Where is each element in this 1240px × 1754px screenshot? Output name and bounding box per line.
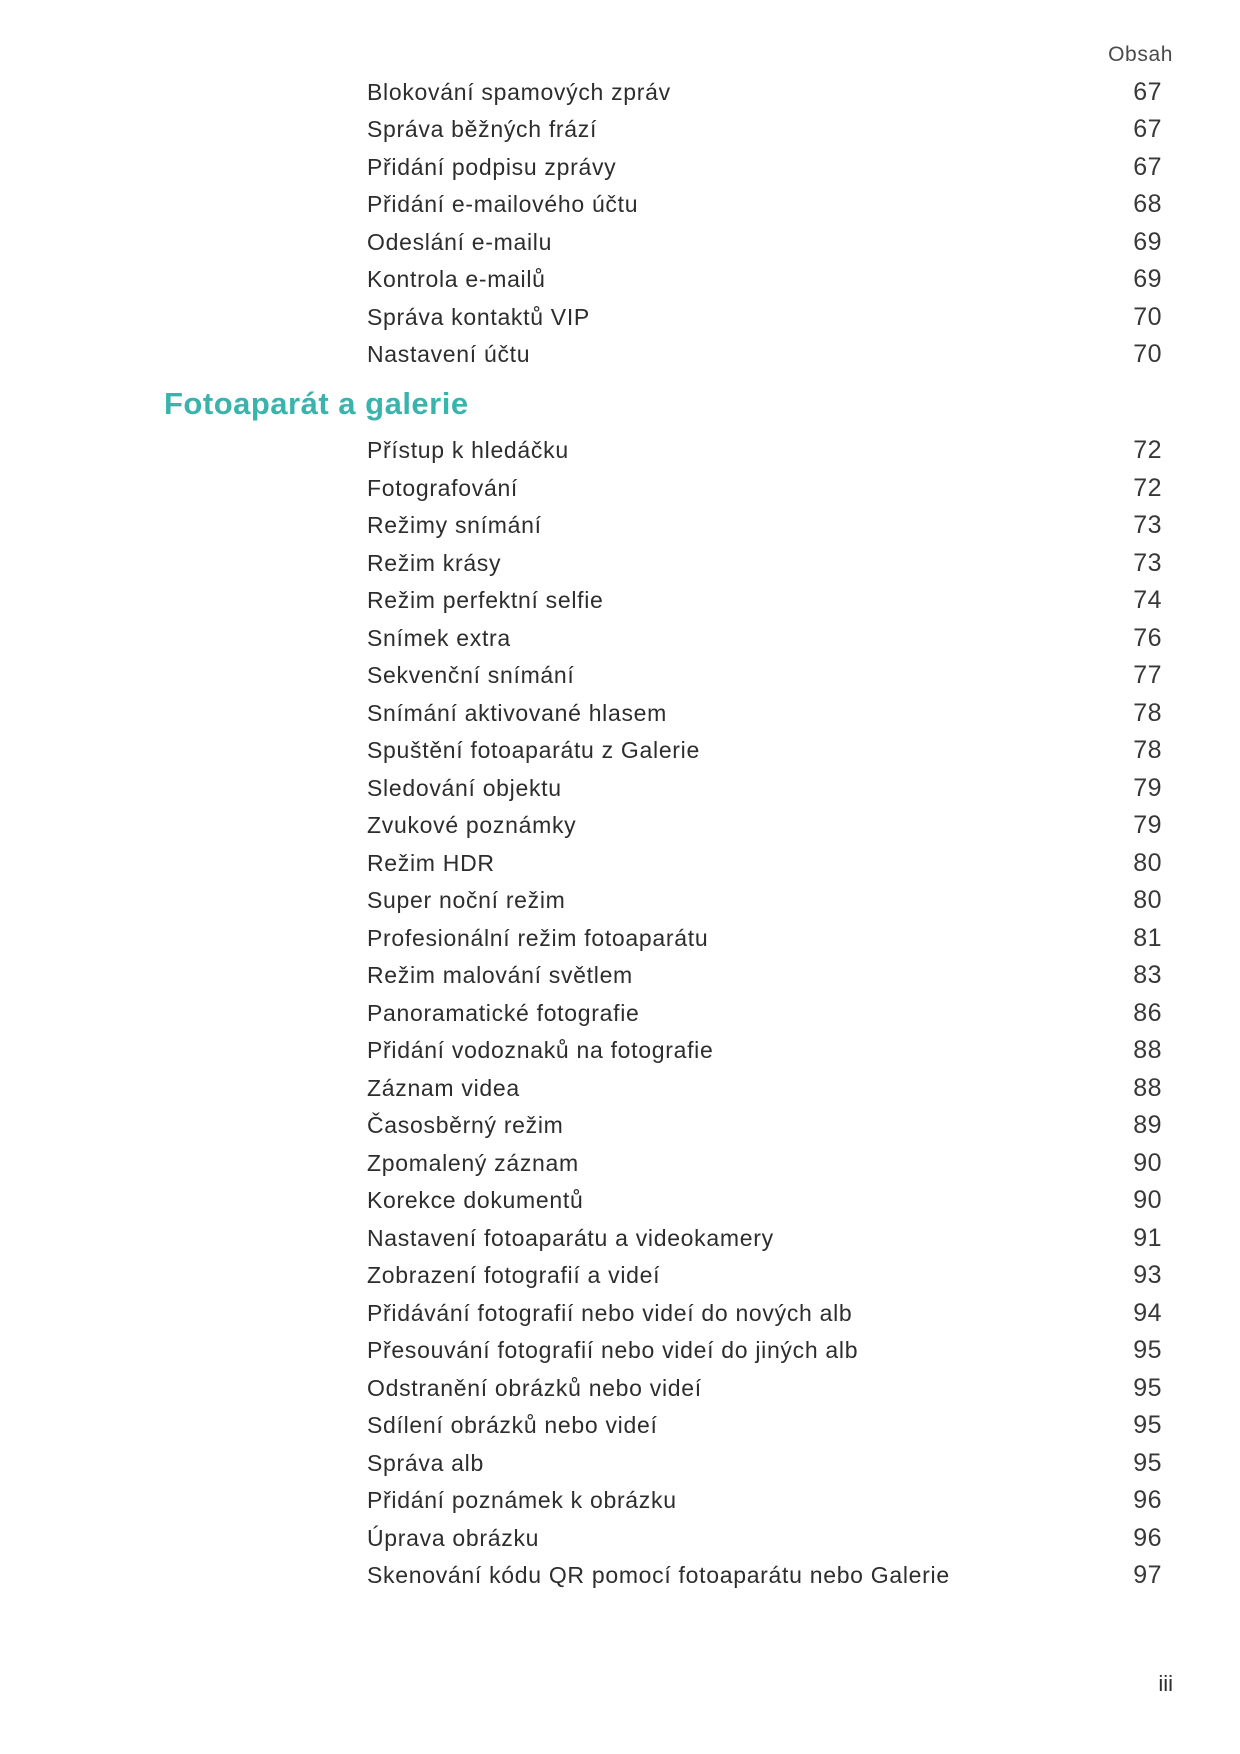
toc-entry[interactable] bbox=[367, 299, 1162, 337]
toc-entry-page-number: 81 bbox=[1133, 923, 1162, 952]
toc-entry-title[interactable]: Snímek extra bbox=[367, 624, 511, 651]
toc-entry-page-number: 67 bbox=[1133, 152, 1162, 181]
toc-entry[interactable] bbox=[367, 74, 1162, 112]
toc-entry-title[interactable]: Správa běžných frází bbox=[367, 116, 598, 143]
toc-entry-page-number: 89 bbox=[1133, 1111, 1162, 1140]
toc-entry[interactable] bbox=[367, 470, 1162, 508]
toc-entry-page-number: 95 bbox=[1133, 1373, 1162, 1402]
toc-entry[interactable] bbox=[367, 770, 1162, 808]
toc-entry-title[interactable]: Režimy snímání bbox=[367, 512, 542, 539]
toc-entry-title[interactable]: Režim perfektní selfie bbox=[367, 587, 604, 614]
toc-entry-title[interactable]: Spuštění fotoaparátu z Galerie bbox=[367, 737, 700, 764]
toc-entry-title[interactable]: Sledování objektu bbox=[367, 774, 562, 801]
toc-entry-page-number: 88 bbox=[1133, 1073, 1162, 1102]
toc-entry-page-number: 69 bbox=[1133, 227, 1162, 256]
toc-entry-title[interactable]: Profesionální režim fotoaparátu bbox=[367, 924, 709, 951]
toc-entry-title[interactable]: Přesouvání fotografií nebo videí do jiných alb bbox=[367, 1337, 859, 1364]
toc-entry-title[interactable]: Přidání poznámek k obrázku bbox=[367, 1487, 677, 1514]
toc-entry[interactable] bbox=[367, 657, 1162, 695]
toc-entry-title[interactable]: Úprava obrázku bbox=[367, 1524, 540, 1551]
toc-entry[interactable] bbox=[367, 1107, 1162, 1145]
toc-entry-page-number: 78 bbox=[1133, 736, 1162, 765]
toc-entry-title[interactable]: Přidávání fotografií nebo videí do nových alb bbox=[367, 1299, 853, 1326]
toc-list-camera-gallery bbox=[367, 432, 1162, 1595]
toc-entry-page-number: 80 bbox=[1133, 848, 1162, 877]
toc-entry[interactable] bbox=[367, 336, 1162, 374]
toc-entry[interactable] bbox=[367, 149, 1162, 187]
toc-entry-title[interactable]: Nastavení fotoaparátu a videokamery bbox=[367, 1224, 774, 1251]
toc-entry[interactable] bbox=[367, 1332, 1162, 1370]
toc-entry-page-number: 91 bbox=[1133, 1223, 1162, 1252]
toc-entry[interactable] bbox=[367, 920, 1162, 958]
toc-entry[interactable] bbox=[367, 1445, 1162, 1483]
toc-entry-title[interactable]: Odstranění obrázků nebo videí bbox=[367, 1374, 702, 1401]
toc-entry-title[interactable]: Přístup k hledáčku bbox=[367, 437, 569, 464]
toc-entry-title[interactable]: Panoramatické fotografie bbox=[367, 999, 640, 1026]
toc-entry-page-number: 76 bbox=[1133, 623, 1162, 652]
toc-entry[interactable] bbox=[367, 1182, 1162, 1220]
toc-entry-title[interactable]: Přidání e-mailového účtu bbox=[367, 191, 639, 218]
toc-entry[interactable] bbox=[367, 1032, 1162, 1070]
toc-entry-page-number: 79 bbox=[1133, 773, 1162, 802]
toc-entry[interactable] bbox=[367, 111, 1162, 149]
toc-entry-title[interactable]: Režim malování světlem bbox=[367, 962, 633, 989]
toc-entry-page-number: 86 bbox=[1133, 998, 1162, 1027]
toc-entry-title[interactable]: Režim krásy bbox=[367, 549, 502, 576]
toc-entry-title[interactable]: Odeslání e-mailu bbox=[367, 228, 553, 255]
toc-entry-page-number: 70 bbox=[1133, 340, 1162, 369]
page-number-folio: iii bbox=[1158, 1671, 1173, 1696]
toc-entry-page-number: 96 bbox=[1133, 1486, 1162, 1515]
toc-entry[interactable] bbox=[367, 224, 1162, 262]
toc-entry-title[interactable]: Sekvenční snímání bbox=[367, 662, 575, 689]
toc-entry[interactable] bbox=[367, 1257, 1162, 1295]
toc-entry-title[interactable]: Snímání aktivované hlasem bbox=[367, 699, 668, 726]
toc-entry-page-number: 80 bbox=[1133, 886, 1162, 915]
toc-entry-title[interactable]: Přidání podpisu zprávy bbox=[367, 153, 617, 180]
toc-entry[interactable] bbox=[367, 882, 1162, 920]
toc-entry[interactable] bbox=[367, 957, 1162, 995]
toc-entry-page-number: 90 bbox=[1133, 1148, 1162, 1177]
toc-entry-title[interactable]: Blokování spamových zpráv bbox=[367, 78, 671, 105]
toc-entry[interactable] bbox=[367, 807, 1162, 845]
toc-entry[interactable] bbox=[367, 695, 1162, 733]
toc-entry[interactable] bbox=[367, 1370, 1162, 1408]
toc-entry-page-number: 72 bbox=[1133, 473, 1162, 502]
toc-entry-page-number: 96 bbox=[1133, 1523, 1162, 1552]
toc-entry-title[interactable]: Zvukové poznámky bbox=[367, 812, 577, 839]
toc-entry[interactable] bbox=[367, 845, 1162, 883]
toc-entry[interactable] bbox=[367, 1070, 1162, 1108]
toc-entry-title[interactable]: Nastavení účtu bbox=[367, 341, 531, 368]
toc-entry[interactable] bbox=[367, 1482, 1162, 1520]
toc-entry-page-number: 88 bbox=[1133, 1036, 1162, 1065]
toc-entry-page-number: 73 bbox=[1133, 548, 1162, 577]
toc-entry-title[interactable]: Super noční režim bbox=[367, 887, 566, 914]
toc-entry[interactable] bbox=[367, 507, 1162, 545]
toc-entry-title[interactable]: Záznam videa bbox=[367, 1074, 520, 1101]
toc-entry-page-number: 93 bbox=[1133, 1261, 1162, 1290]
toc-entry-title[interactable]: Časosběrný režim bbox=[367, 1112, 564, 1139]
toc-entry[interactable] bbox=[367, 545, 1162, 583]
toc-entry[interactable] bbox=[367, 1220, 1162, 1258]
toc-entry-page-number: 73 bbox=[1133, 511, 1162, 540]
toc-entry-title[interactable]: Kontrola e-mailů bbox=[367, 266, 546, 293]
toc-entry-page-number: 90 bbox=[1133, 1186, 1162, 1215]
toc-entry[interactable] bbox=[367, 1520, 1162, 1558]
toc-entry[interactable] bbox=[367, 1407, 1162, 1445]
toc-entry-page-number: 95 bbox=[1133, 1336, 1162, 1365]
toc-entry-page-number: 83 bbox=[1133, 961, 1162, 990]
toc-entry-title[interactable]: Zobrazení fotografií a videí bbox=[367, 1262, 661, 1289]
toc-entry[interactable] bbox=[367, 1557, 1162, 1595]
toc-entry-title[interactable]: Zpomalený záznam bbox=[367, 1149, 579, 1176]
toc-entry[interactable] bbox=[367, 432, 1162, 470]
section-heading-camera-gallery: Fotoaparát a galerie bbox=[164, 386, 469, 421]
toc-entry-title[interactable]: Správa alb bbox=[367, 1449, 484, 1476]
toc-entry[interactable] bbox=[367, 582, 1162, 620]
toc-entry-page-number: 68 bbox=[1133, 190, 1162, 219]
toc-entry[interactable] bbox=[367, 1295, 1162, 1333]
toc-entry-page-number: 78 bbox=[1133, 698, 1162, 727]
toc-entry-page-number: 77 bbox=[1133, 661, 1162, 690]
toc-entry-title[interactable]: Korekce dokumentů bbox=[367, 1187, 584, 1214]
toc-entry[interactable] bbox=[367, 261, 1162, 299]
toc-entry-title[interactable]: Přidání vodoznaků na fotografie bbox=[367, 1037, 714, 1064]
toc-entry-title[interactable]: Fotografování bbox=[367, 474, 519, 501]
toc-entry-page-number: 70 bbox=[1133, 302, 1162, 331]
toc-entry-page-number: 74 bbox=[1133, 586, 1162, 615]
toc-entry-page-number: 97 bbox=[1133, 1561, 1162, 1590]
toc-entry-page-number: 95 bbox=[1133, 1448, 1162, 1477]
toc-entry-page-number: 67 bbox=[1133, 115, 1162, 144]
toc-entry-title[interactable]: Režim HDR bbox=[367, 849, 495, 876]
toc-entry-title[interactable]: Správa kontaktů VIP bbox=[367, 303, 590, 330]
toc-list-pre-section bbox=[367, 74, 1162, 374]
toc-entry[interactable] bbox=[367, 732, 1162, 770]
toc-entry-page-number: 79 bbox=[1133, 811, 1162, 840]
toc-entry[interactable] bbox=[367, 186, 1162, 224]
toc-entry[interactable] bbox=[367, 995, 1162, 1033]
toc-entry-page-number: 67 bbox=[1133, 77, 1162, 106]
toc-entry[interactable] bbox=[367, 620, 1162, 658]
toc-entry-title[interactable]: Sdílení obrázků nebo videí bbox=[367, 1412, 658, 1439]
toc-entry[interactable] bbox=[367, 1145, 1162, 1183]
toc-entry-page-number: 94 bbox=[1133, 1298, 1162, 1327]
toc-entry-page-number: 72 bbox=[1133, 436, 1162, 465]
toc-entry-page-number: 95 bbox=[1133, 1411, 1162, 1440]
running-header-obsah: Obsah bbox=[1108, 43, 1173, 66]
toc-entry-title[interactable]: Skenování kódu QR pomocí fotoaparátu nebo Galerie bbox=[367, 1562, 950, 1589]
toc-entry-page-number: 69 bbox=[1133, 265, 1162, 294]
